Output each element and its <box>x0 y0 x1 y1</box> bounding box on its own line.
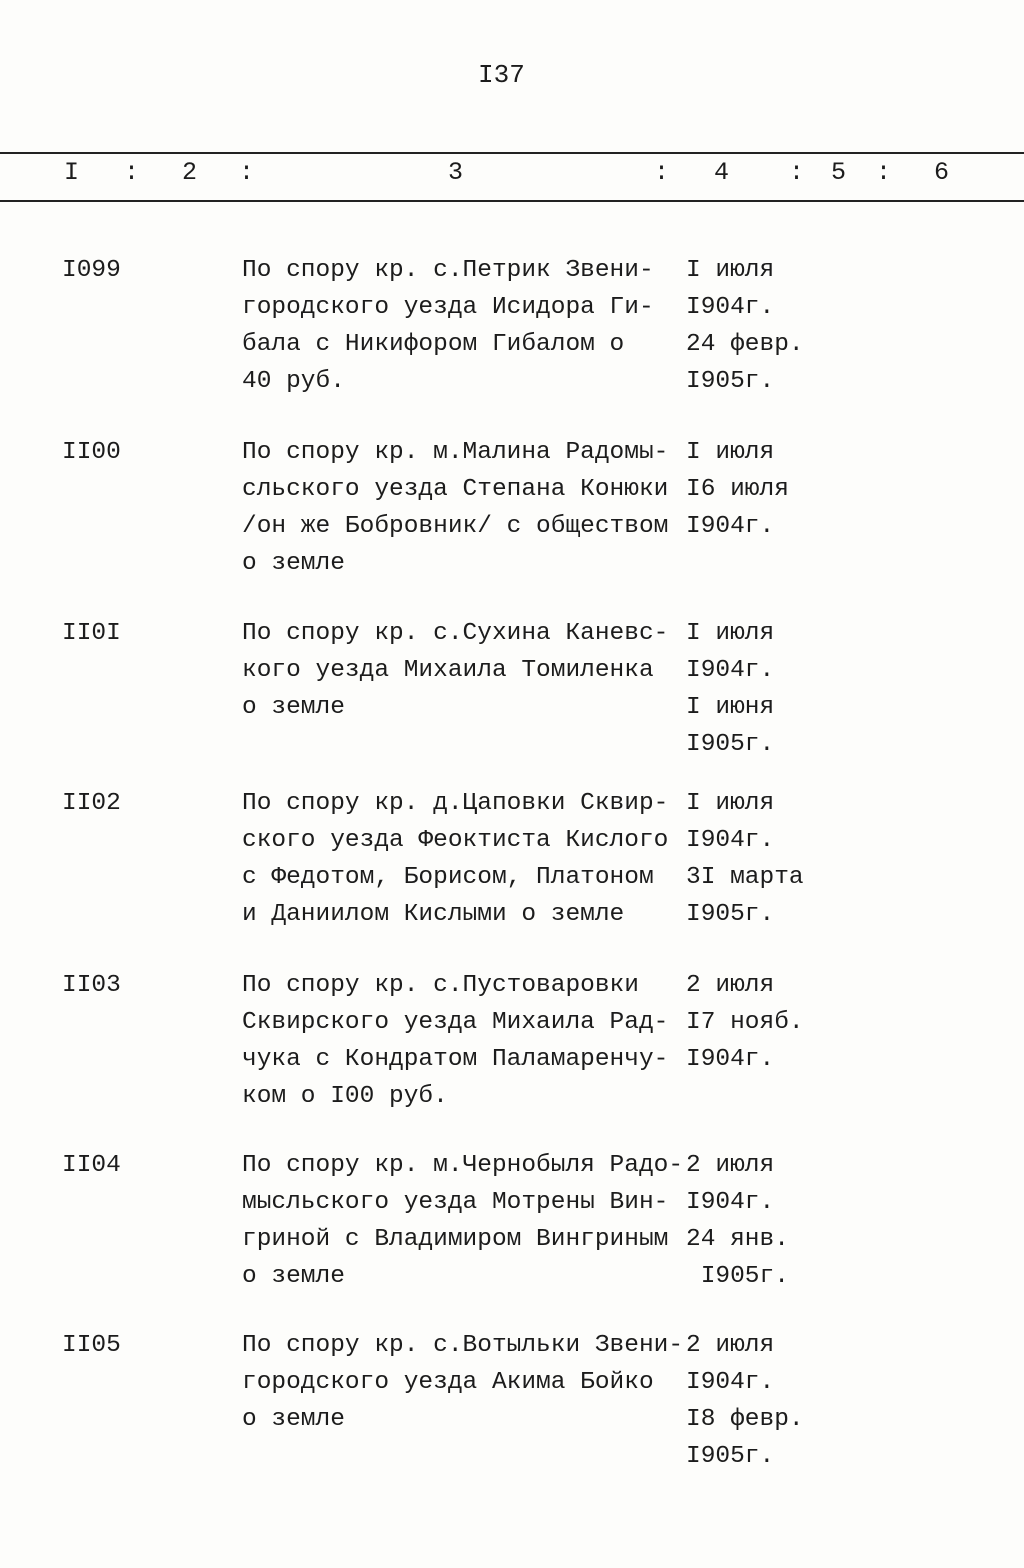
date-line: I8 февр. <box>686 1406 804 1433</box>
date-line: I7 нояб. <box>686 1009 804 1036</box>
date-line: I905г. <box>686 731 775 758</box>
column-header-3: 3 <box>448 158 464 187</box>
date-line: I905г. <box>686 1263 789 1290</box>
date-line: I июля <box>686 439 775 466</box>
date-line: 24 февр. <box>686 331 804 358</box>
entry-number: II05 <box>62 1332 121 1359</box>
date-line: 2 июля <box>686 1332 775 1359</box>
description-line: По спору кр. с.Вотыльки Звени- <box>242 1332 684 1359</box>
date-line: I904г. <box>686 1046 775 1073</box>
description-line: По спору кр. м.Чернобыля Радо- <box>242 1152 684 1179</box>
column-separator: : <box>876 158 892 187</box>
entry-description <box>242 615 668 726</box>
column-header-5: 5 <box>831 158 847 187</box>
description-line: ского уезда Феоктиста Кислого <box>242 827 669 854</box>
entry-number: II04 <box>62 1152 121 1179</box>
column-header-6: 6 <box>934 158 950 187</box>
page-number: I37 <box>478 60 525 90</box>
entry-number: II02 <box>62 790 121 817</box>
description-line: сльского уезда Степана Конюки <box>242 476 669 503</box>
description-line: По спору кр. м.Малина Радомы- <box>242 439 669 466</box>
description-line: ком о I00 руб. <box>242 1083 448 1110</box>
header-bottom-rule <box>0 200 1024 202</box>
entry-dates <box>686 785 804 933</box>
date-line: I904г. <box>686 1189 775 1216</box>
date-line: I июля <box>686 257 775 284</box>
description-line: городского уезда Акима Бойко <box>242 1369 654 1396</box>
date-line: I904г. <box>686 294 775 321</box>
entry-description <box>242 1147 683 1295</box>
entry-description <box>242 1327 683 1438</box>
date-line: I905г. <box>686 901 775 928</box>
date-line: 2 июля <box>686 1152 775 1179</box>
entry-number: II0I <box>62 620 121 647</box>
date-line: I июня <box>686 694 775 721</box>
description-line: По спору кр. с.Сухина Каневс- <box>242 620 669 647</box>
column-separator: : <box>654 158 670 187</box>
description-line: По спору кр. с.Пустоваровки <box>242 972 639 999</box>
date-line: I905г. <box>686 1443 775 1470</box>
description-line: 40 руб. <box>242 368 345 395</box>
date-line: I6 июля <box>686 476 789 503</box>
description-line: /он же Бобровник/ с обществом <box>242 513 669 540</box>
column-separator: : <box>789 158 805 187</box>
description-line: городского уезда Исидора Ги- <box>242 294 654 321</box>
date-line: I904г. <box>686 657 775 684</box>
date-line: I июля <box>686 790 775 817</box>
date-line: 2 июля <box>686 972 775 999</box>
description-line: гриной с Владимиром Вингриным <box>242 1226 669 1253</box>
entry-dates <box>686 967 804 1078</box>
description-line: и Даниилом Кислыми о земле <box>242 901 625 928</box>
description-line: мысльского уезда Мотрены Вин- <box>242 1189 669 1216</box>
column-separator: : <box>239 158 255 187</box>
description-line: о земле <box>242 694 345 721</box>
date-line: I904г. <box>686 827 775 854</box>
entry-dates <box>686 252 804 400</box>
entry-dates <box>686 434 789 545</box>
date-line: 3I марта <box>686 864 804 891</box>
entry-number: II00 <box>62 439 121 466</box>
date-line: I июля <box>686 620 775 647</box>
description-line: По спору кр. с.Петрик Звени- <box>242 257 654 284</box>
description-line: о земле <box>242 1263 345 1290</box>
entry-description <box>242 252 654 400</box>
description-line: бала с Никифором Гибалом о <box>242 331 625 358</box>
description-line: о земле <box>242 1406 345 1433</box>
description-line: Сквирского уезда Михаила Рад- <box>242 1009 669 1036</box>
entry-dates <box>686 615 774 763</box>
entry-number: I099 <box>62 257 121 284</box>
column-header-2: 2 <box>182 158 198 187</box>
description-line: По спору кр. д.Цаповки Сквир- <box>242 790 669 817</box>
date-line: I904г. <box>686 513 775 540</box>
column-header-4: 4 <box>714 158 730 187</box>
entry-description <box>242 967 668 1115</box>
column-separator: : <box>124 158 140 187</box>
entry-number: II03 <box>62 972 121 999</box>
entry-description <box>242 434 668 582</box>
date-line: I904г. <box>686 1369 775 1396</box>
entry-dates <box>686 1327 804 1475</box>
description-line: чука с Кондратом Паламаренчу- <box>242 1046 669 1073</box>
date-line: I905г. <box>686 368 775 395</box>
description-line: с Федотом, Борисом, Платоном <box>242 864 654 891</box>
header-top-rule <box>0 152 1024 154</box>
entry-description <box>242 785 668 933</box>
description-line: кого уезда Михаила Томиленка <box>242 657 654 684</box>
entry-dates <box>686 1147 789 1295</box>
date-line: 24 янв. <box>686 1226 789 1253</box>
description-line: о земле <box>242 550 345 577</box>
column-header-1: I <box>64 158 80 187</box>
